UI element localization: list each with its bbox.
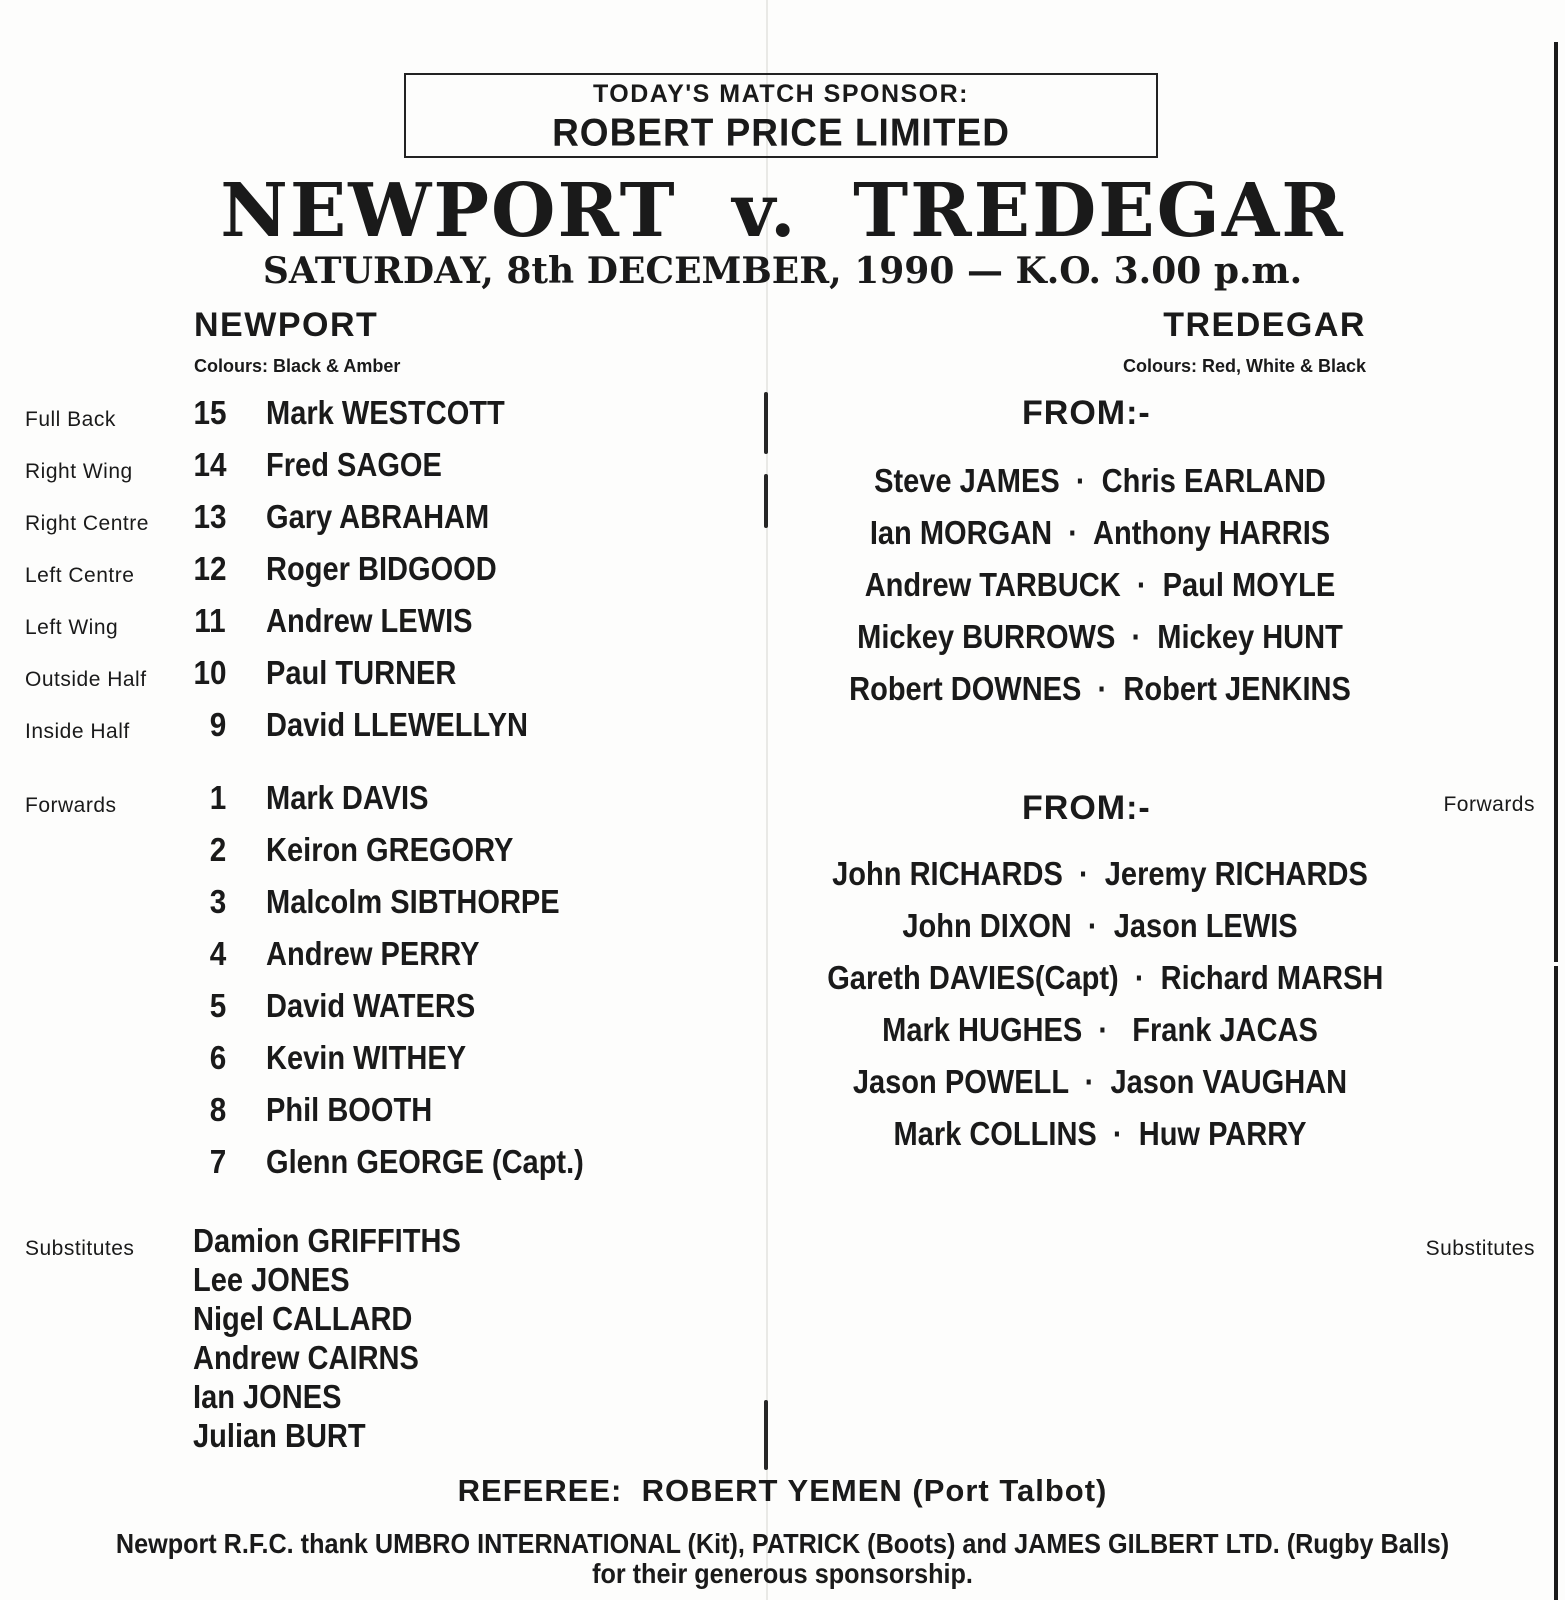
shirt-number: 5 — [209, 987, 227, 1024]
shirt-number: 15 — [193, 394, 227, 431]
shirt-number: 14 — [193, 446, 227, 483]
position-label: Inside Half — [25, 720, 130, 743]
staple-top-1 — [764, 392, 768, 454]
staple-top-2 — [764, 474, 768, 528]
player-pair: John DIXON · Jason LEWIS — [902, 907, 1298, 944]
away-team-name: TREDEGAR — [1163, 306, 1366, 344]
substitute-name: Julian BURT — [193, 1417, 366, 1454]
away-colours: Colours: Red, White & Black — [1122, 356, 1366, 376]
position-label: Left Centre — [25, 564, 135, 587]
position-label: Left Wing — [25, 616, 119, 639]
player-name: David WATERS — [266, 987, 476, 1024]
shirt-number: 9 — [209, 706, 227, 743]
shirt-number: 4 — [209, 935, 227, 972]
player-name: Andrew PERRY — [266, 935, 480, 972]
player-name: Glenn GEORGE (Capt.) — [266, 1143, 584, 1180]
substitute-name: Nigel CALLARD — [193, 1300, 413, 1337]
match-date: SATURDAY, 8th DECEMBER, 1990 — K.O. 3.00 p.m. — [262, 250, 1303, 292]
player-pair: Gareth DAVIES(Capt) · Richard MARSH — [827, 959, 1384, 996]
shirt-number: 2 — [209, 831, 227, 868]
page-edge-gap — [1552, 962, 1560, 966]
player-pair: Mark HUGHES · Frank JACAS — [882, 1011, 1318, 1048]
player-pair: Ian MORGAN · Anthony HARRIS — [869, 514, 1331, 551]
away-substitutes-label: Substitutes — [1425, 1237, 1535, 1260]
substitute-name: Andrew CAIRNS — [193, 1339, 419, 1376]
shirt-number: 13 — [193, 498, 227, 535]
player-name: Gary ABRAHAM — [266, 498, 490, 535]
sponsor-name: ROBERT PRICE LIMITED — [552, 110, 1010, 154]
shirt-number: 11 — [194, 602, 226, 639]
sponsor-label: TODAY'S MATCH SPONSOR: — [592, 80, 970, 108]
home-forwards-label: Forwards — [25, 794, 117, 817]
shirt-number: 8 — [209, 1091, 227, 1128]
staple-bottom — [764, 1400, 768, 1470]
shirt-number: 10 — [193, 654, 227, 691]
substitute-name: Lee JONES — [193, 1261, 350, 1298]
player-name: David LLEWELLYN — [266, 706, 528, 743]
position-label: Right Centre — [25, 512, 149, 535]
player-pair: Steve JAMES · Chris EARLAND — [874, 462, 1326, 499]
shirt-number: 12 — [193, 550, 227, 587]
player-name: Mark WESTCOTT — [266, 394, 505, 431]
position-label: Right Wing — [25, 460, 133, 483]
substitute-name: Damion GRIFFITHS — [193, 1222, 461, 1259]
away-forwards-from: FROM:- — [1022, 789, 1151, 827]
sponsor-thanks-line-2: for their generous sponsorship. — [592, 1558, 973, 1589]
player-name: Kevin WITHEY — [266, 1039, 467, 1076]
player-pair: John RICHARDS · Jeremy RICHARDS — [832, 855, 1368, 892]
player-pair: Mark COLLINS · Huw PARRY — [893, 1115, 1307, 1152]
player-name: Andrew LEWIS — [266, 602, 473, 639]
match-title: NEWPORT v. TREDEGAR — [220, 168, 1345, 254]
home-substitutes-label: Substitutes — [25, 1237, 135, 1260]
shirt-number: 1 — [209, 779, 227, 816]
shirt-number: 3 — [209, 883, 227, 920]
away-backs-from: FROM:- — [1022, 394, 1151, 432]
referee-line: REFEREE: ROBERT YEMEN (Port Talbot) — [457, 1473, 1108, 1508]
player-name: Paul TURNER — [266, 654, 457, 691]
player-pair: Robert DOWNES · Robert JENKINS — [849, 670, 1351, 707]
home-team-name: NEWPORT — [194, 306, 379, 344]
substitute-name: Ian JONES — [193, 1378, 342, 1415]
player-pair: Mickey BURROWS · Mickey HUNT — [857, 618, 1343, 655]
sponsor-thanks-line-1: Newport R.F.C. thank UMBRO INTERNATIONAL (Kit), PATRICK (Boots) and JAMES GILBERT LTD. (Rugby Balls) — [115, 1528, 1450, 1559]
home-colours: Colours: Black & Amber — [194, 356, 401, 376]
player-pair: Jason POWELL · Jason VAUGHAN — [852, 1063, 1348, 1100]
away-forwards-label: Forwards — [1443, 793, 1535, 816]
player-name: Fred SAGOE — [266, 446, 442, 483]
shirt-number: 6 — [209, 1039, 227, 1076]
player-name: Mark DAVIS — [266, 779, 429, 816]
player-name: Keiron GREGORY — [266, 831, 514, 868]
player-pair: Andrew TARBUCK · Paul MOYLE — [864, 566, 1336, 603]
position-label: Outside Half — [25, 668, 147, 691]
shirt-number: 7 — [209, 1143, 227, 1180]
player-name: Phil BOOTH — [266, 1091, 433, 1128]
player-name: Malcolm SIBTHORPE — [266, 883, 560, 920]
player-name: Roger BIDGOOD — [266, 550, 497, 587]
position-label: Full Back — [25, 408, 116, 431]
